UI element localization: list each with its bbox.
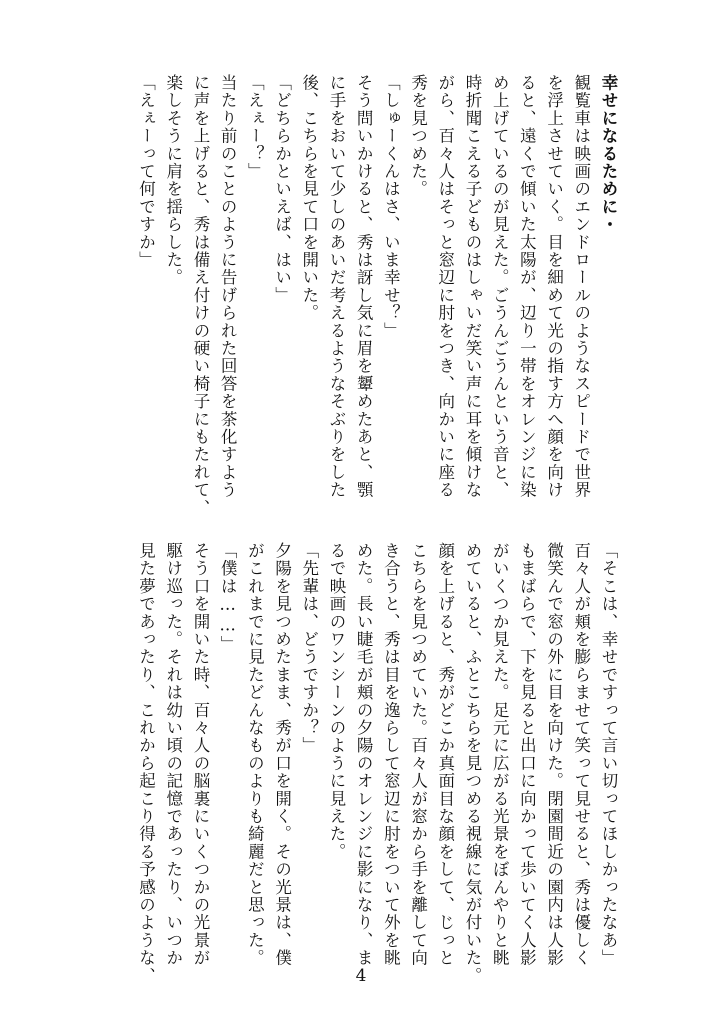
text-line: 百々人が頬を膨らませて笑って見せると、秀は優しく bbox=[571, 542, 591, 967]
text-line: 「えぇーって何ですか」 bbox=[136, 74, 156, 269]
text-line: 「そこは、幸せですって言い切ってほしかったなあ」 bbox=[599, 542, 618, 967]
text-line: め上げているのが見えた。ごうんごうんという音と、 bbox=[490, 74, 510, 499]
text-line: がこれまでに見たどんなものよりも綺麗だと思った。 bbox=[245, 542, 265, 967]
text-line: 秀を見つめた。 bbox=[408, 74, 428, 198]
text-line: がいくつか見えた。足元に広がる光景をぼんやりと眺 bbox=[490, 542, 510, 967]
text-line: き合うと、秀は目を逸らして窓辺に肘をついて外を眺 bbox=[381, 542, 401, 967]
text-line: 「どちらかといえば、はい」 bbox=[272, 74, 292, 305]
text-line: 時折聞こえる子どものはしゃいだ笑い声に耳を傾けな bbox=[462, 74, 482, 499]
text-line: に手をおいて少しのあいだ考えるようなそぶりをした bbox=[326, 74, 346, 499]
page-number: 4 bbox=[355, 966, 367, 986]
text-line: こちらを見つめていた。百々人が窓から手を離して向 bbox=[408, 542, 428, 967]
text-line: 「僕は……」 bbox=[218, 542, 238, 654]
text-line: 見た夢であったり、これから起こり得る予感のような、 bbox=[136, 542, 156, 985]
text-line: を浮上させていく。目を細めて光の指す方へ顔を向け bbox=[544, 74, 564, 499]
text-line: そう口を開いた時、百々人の脳裏にいくつかの光景が bbox=[190, 542, 210, 967]
text-line: に声を上げると、秀は備え付けの硬い椅子にもたれて、 bbox=[190, 74, 210, 517]
text-line: もまばらで、下を見ると出口に向かって歩いてく人影 bbox=[517, 542, 537, 967]
text-line: 「えぇー？」 bbox=[245, 74, 265, 181]
lower-text-block bbox=[82, 542, 622, 985]
text-line: がら、百々人はそっと窓辺に肘をつき、向かいに座る bbox=[435, 74, 455, 499]
section-heading: 幸せになるために・ bbox=[599, 74, 618, 234]
text-line: 顔を上げると、秀がどこか真面目な顔をして、じっと bbox=[435, 542, 455, 967]
text-line: めていると、ふとこちらを見つめる視線に気が付いた。 bbox=[462, 542, 482, 985]
upper-text-block bbox=[82, 74, 622, 517]
text-line: 観覧車は映画のエンドロールのようなスピードで世界 bbox=[571, 74, 591, 499]
text-line: 微笑んで窓の外に目を向けた。閉園間近の園内は人影 bbox=[544, 542, 564, 967]
text-line: 楽しそうに肩を揺らした。 bbox=[163, 74, 183, 287]
text-line: るで映画のワンシーンのように見えた。 bbox=[326, 542, 346, 861]
text-line: 「しゅーくんはさ、いま幸せ？」 bbox=[381, 74, 401, 340]
text-line: 後、こちらを見て口を開いた。 bbox=[299, 74, 319, 322]
text-line: 駆け巡った。それは幼い頃の記憶であったり、いつか bbox=[163, 542, 183, 967]
text-line: 当たり前のことのように告げられた回答を茶化すよう bbox=[218, 74, 238, 499]
text-line: めた。長い睫毛が頬の夕陽のオレンジに影になり、ま bbox=[354, 542, 374, 967]
text-line: そう問いかけると、秀は訝し気に眉を顰めたあと、顎 bbox=[354, 74, 374, 499]
text-line: 夕陽を見つめたまま、秀が口を開く。その光景は、僕 bbox=[272, 542, 292, 967]
text-line: ると、遠くで傾いた太陽が、辺り一帯をオレンジに染 bbox=[517, 74, 537, 499]
text-line: 「先輩は、どうですか？」 bbox=[299, 542, 319, 755]
